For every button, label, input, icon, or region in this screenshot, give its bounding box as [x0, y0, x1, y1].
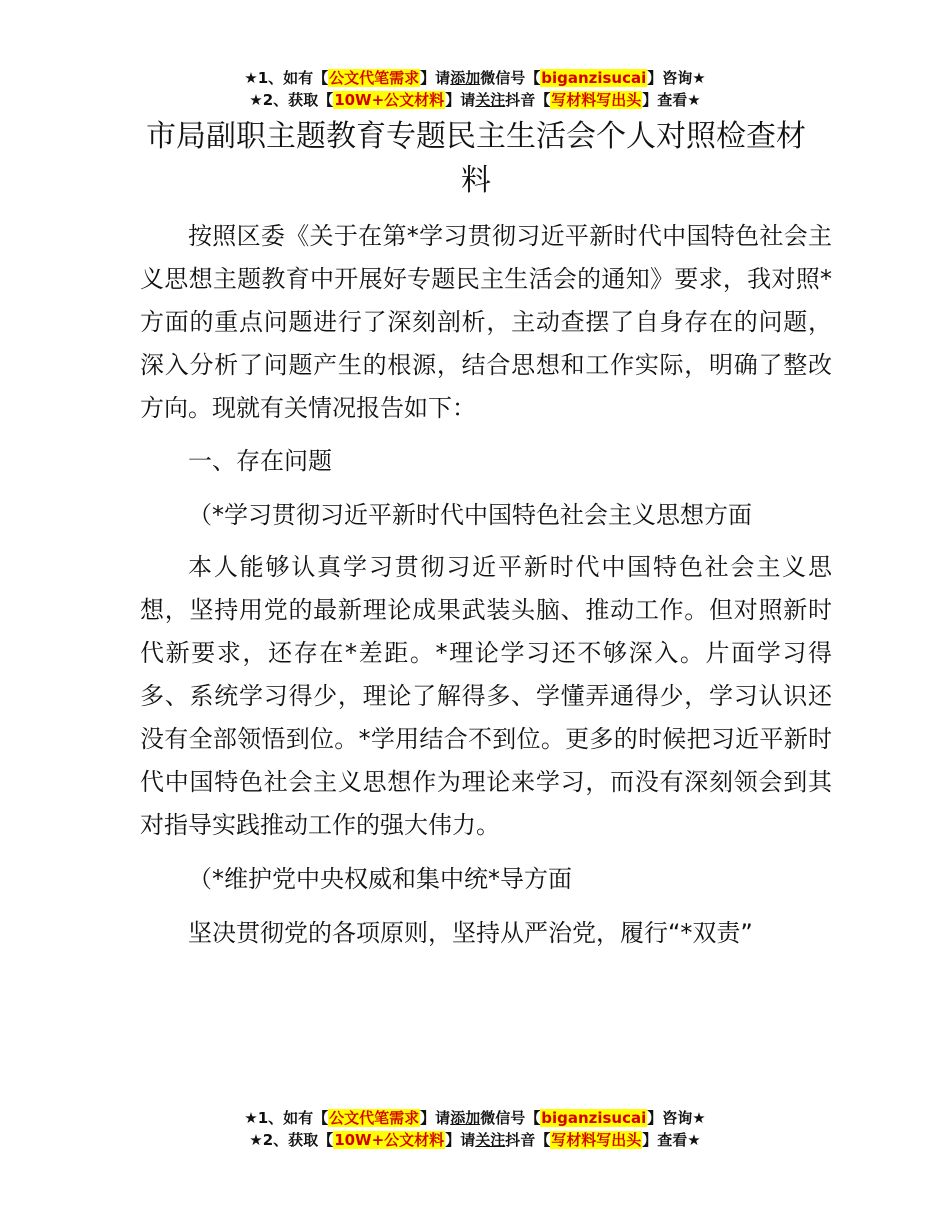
highlight-wechat-id: biganzisucai [541, 1109, 647, 1127]
subsection-heading: （*维护党中央权威和集中统*导方面 [188, 865, 572, 893]
banner-line-2: ★2、获取【10W+公文材料】请关注抖音【写材料写出头】查看★ [249, 1131, 701, 1149]
header-banner [0, 67, 950, 111]
highlight-materials: 10W+公文材料 [334, 1131, 445, 1149]
banner-line-1: ★1、如有【公文代笔需求】请添加微信号【biganzisucai】咨询★ [244, 69, 706, 87]
subsection-heading: （*学习贯彻习近平新时代中国特色社会主义思想方面 [188, 501, 752, 529]
highlight-douyin-account: 写材料写出头 [551, 91, 642, 109]
body-paragraph: 坚决贯彻党的各项原则，坚持从严治党，履行“*双责” [188, 919, 753, 947]
highlight-ghostwriting: 公文代笔需求 [329, 1109, 420, 1127]
banner-line-1: ★1、如有【公文代笔需求】请添加微信号【biganzisucai】咨询★ [244, 1109, 706, 1127]
document-title: 市局副职主题教育专题民主生活会个人对照检查材料 [146, 119, 806, 198]
highlight-materials: 10W+公文材料 [334, 91, 445, 109]
body-paragraph: 本人能够认真学习贯彻习近平新时代中国特色社会主义思想，坚持用党的最新理论成果武装头脑、推动工作。但对照新时代新要求，还存在*差距。*理论学习还不够深入。片面学习得多、系统学习得少，理论了解得多、学懂弄通得少，学习认识还没有全部领悟到位。*学用结合不到位。更多的时候把习近平新时代中国特色社会主义思想作为理论来学习，而没有深刻领会到其对指导实践推动工作的强大伟力。 [140, 553, 832, 839]
footer-banner [0, 1107, 950, 1151]
intro-paragraph: 按照区委《关于在第*学习贯彻习近平新时代中国特色社会主义思想主题教育中开展好专题民主生活会的通知》要求，我对照*方面的重点问题进行了深刻剖析，主动查摆了自身存在的问题，深入分析了问题产生的根源，结合思想和工作实际，明确了整改方向。现就有关情况报告如下： [140, 222, 832, 422]
highlight-wechat-id: biganzisucai [541, 69, 647, 87]
section-heading: 一、存在问题 [188, 447, 332, 475]
highlight-douyin-account: 写材料写出头 [551, 1131, 642, 1149]
highlight-ghostwriting: 公文代笔需求 [329, 69, 420, 87]
banner-line-2: ★2、获取【10W+公文材料】请关注抖音【写材料写出头】查看★ [249, 91, 701, 109]
